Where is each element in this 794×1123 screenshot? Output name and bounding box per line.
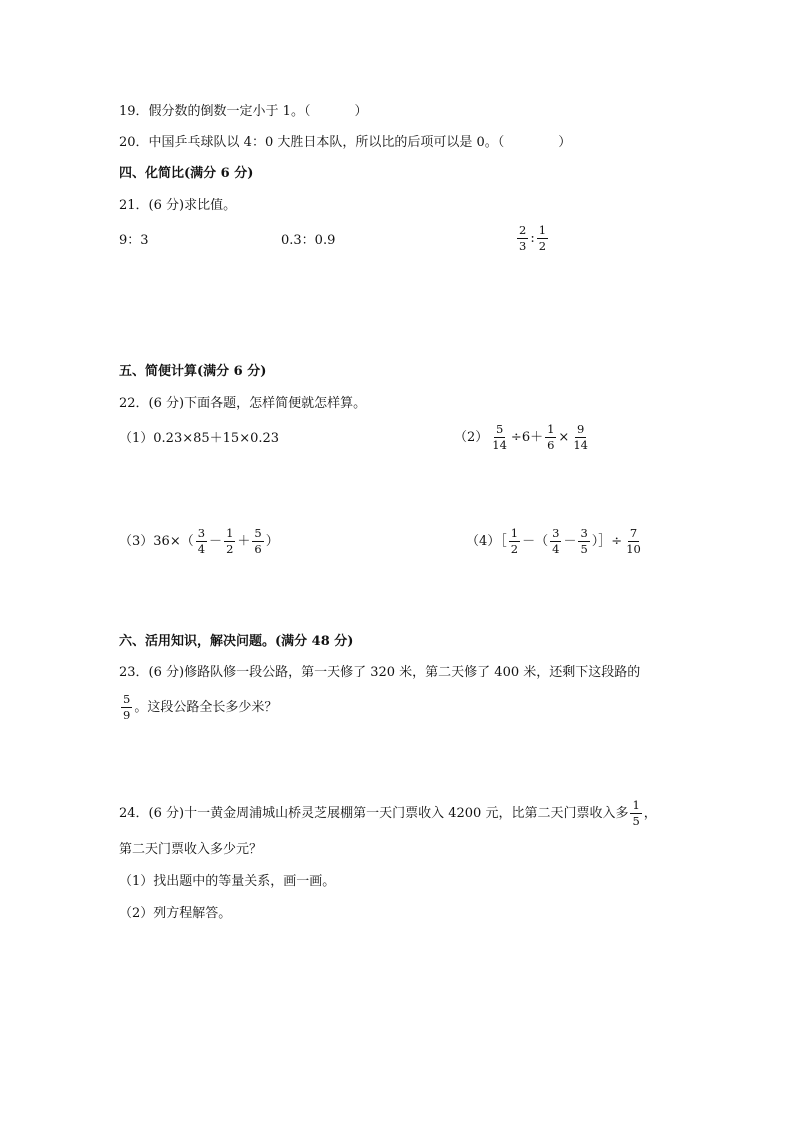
q24-subquestion-2: （2）列方程解答。: [119, 906, 232, 921]
q22-part-4: （4）［ $\frac{1}{2}$ －（ $\frac{3}{4}$ － $\frac{3}{5}$ ）］÷ $\frac{7}{10}$: [466, 526, 641, 556]
q22-part-3: （3）36×（ $\frac{3}{4}$ － $\frac{1}{2}$ ＋ $\frac{5}{6}$ ）: [119, 526, 279, 556]
fraction: $\frac{1}{2}$: [226, 526, 234, 556]
fraction: $\frac{3}{4}$: [552, 526, 560, 556]
q21-ratio-b: 0.3：0.9: [281, 233, 336, 248]
question-19: 19．假分数的倒数一定小于 1。（ ）: [119, 104, 368, 119]
fraction: $\frac{3}{5}$: [580, 526, 588, 556]
fraction: $\frac{2}{3}$: [519, 223, 527, 253]
fraction: $\frac{5}{9}$: [123, 692, 131, 722]
fraction: $\frac{9}{14}$: [573, 422, 588, 452]
question-20-text: 20．中国乒乓球队以 4：0 大胜日本队，所以比的后项可以是 0。（: [119, 135, 505, 150]
section-5-title: 五、简便计算(满分 6 分): [119, 364, 267, 379]
fraction: $\frac{5}{14}$: [492, 422, 507, 452]
q22-part-2: （2） $\frac{5}{14}$ ÷6＋ $\frac{1}{6}$ × $\frac{9}{14}$: [454, 422, 588, 452]
fraction: $\frac{3}{4}$: [197, 526, 206, 556]
section-4-title: 四、化简比(满分 6 分): [119, 166, 254, 181]
q24-subquestion-1: （1）找出题中的等量关系，画一画。: [119, 874, 336, 889]
question-24-line-2: 第二天门票收入多少元？: [119, 842, 263, 857]
q21-ratio-a: 9：3: [119, 233, 149, 248]
fraction: $\frac{1}{2}$: [538, 223, 547, 253]
question-20: 20．中国乒乓球队以 4：0 大胜日本队，所以比的后项可以是 0。（ ）: [119, 135, 572, 150]
question-23-line-2: $\frac{5}{9}$ 。这段公路全长多少米？: [123, 692, 278, 722]
question-19-text: 19．假分数的倒数一定小于 1。（: [119, 104, 311, 119]
question-21: 21．(6 分)求比值。: [119, 198, 237, 213]
fraction: $\frac{7}{10}$: [626, 526, 641, 556]
fraction: $\frac{1}{6}$: [547, 422, 555, 452]
q21-ratio-c: $\frac{2}{3}$ : $\frac{1}{2}$: [519, 223, 547, 253]
question-24-line-1: 24．(6 分)十一黄金周浦城山桥灵芝展棚第一天门票收入 4200 元，比第二天门票收入多 $\frac{1}{5}$ ，: [119, 798, 657, 828]
section-6-title: 六、活用知识，解决问题。(满分 48 分): [119, 634, 354, 649]
fraction: $\frac{1}{2}$: [510, 526, 519, 556]
q22-part-1: （1）0.23×85＋15×0.23: [119, 431, 280, 446]
question-23-line-1: 23．(6 分)修路队修一段公路，第一天修了 320 米，第二天修了 400 米，还剩下这段路的: [119, 665, 641, 680]
question-22: 22．(6 分)下面各题，怎样简便就怎样算。: [119, 396, 367, 411]
fraction: $\frac{5}{6}$: [254, 526, 262, 556]
fraction: $\frac{1}{5}$: [632, 798, 640, 828]
